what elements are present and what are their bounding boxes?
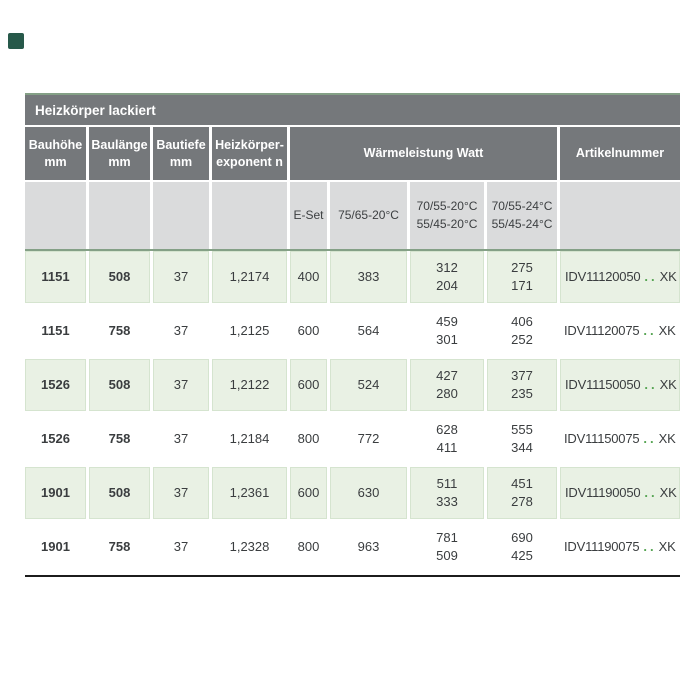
cell-watt-7055-20 [410,359,484,411]
cell-bautiefe: 37 [153,467,209,519]
subheader-empty [560,182,680,249]
article-prefix: IDV11190075 [564,539,640,555]
brand-mark [8,33,24,49]
subheader-empty [153,182,209,249]
cell-watt-7055-24 [487,305,557,357]
cell-exponent: 1,2328 [212,521,287,573]
header-text: mm [44,154,67,169]
article-dots: .. [644,269,658,285]
subheader-7055-20 [410,182,484,249]
header-text: Bauhöhe [28,138,83,153]
subheader-row [25,182,680,249]
cell-eset: 600 [290,359,327,411]
cell-exponent: 1,2125 [212,305,287,357]
watt-value: 427 [436,368,458,384]
table-row [25,521,680,573]
watt-value: 451 [511,476,533,492]
header-text: Bautiefe [156,138,206,153]
cell-exponent: 1,2361 [212,467,287,519]
article-dots: .. [643,431,657,447]
bottom-rule [25,575,680,577]
subheader-eset: E-Set [290,182,327,249]
cell-watt-7055-20 [410,521,484,573]
watt-value: 204 [436,278,458,293]
cell-watt-7565: 383 [330,251,407,303]
cell-eset: 800 [290,413,327,465]
table-row [25,413,680,465]
article-prefix: IDV11190050 [565,485,641,501]
article-suffix: XK [659,377,677,393]
subheader-text: 70/55-24°C [491,199,553,214]
header-bauhoehe [25,127,86,180]
header-text: mm [169,154,193,169]
header-text: Heizkörper- [215,138,284,153]
header-row [25,127,680,180]
subheader-7055-24 [487,182,557,249]
cell-bauhoehe: 1151 [25,251,86,303]
cell-watt-7565: 524 [330,359,407,411]
cell-baulaenge: 508 [89,251,150,303]
cell-baulaenge: 508 [89,359,150,411]
article-suffix: XK [659,269,677,285]
table-row [25,251,680,303]
cell-exponent: 1,2184 [212,413,287,465]
watt-value: 511 [436,476,458,492]
cell-artikelnummer [560,521,680,573]
cell-baulaenge: 758 [89,413,150,465]
subheader-text: 70/55-20°C [416,199,478,214]
watt-value: 275 [511,260,533,276]
watt-value: 312 [436,260,458,276]
spec-table [25,93,680,577]
watt-value: 377 [511,368,533,384]
cell-bauhoehe: 1151 [25,305,86,357]
watt-value: 344 [511,440,533,455]
cell-eset: 600 [290,467,327,519]
cell-watt-7055-24 [487,467,557,519]
header-text: Baulänge [91,138,148,153]
subheader-empty [25,182,86,249]
watt-value: 252 [511,332,533,347]
cell-bauhoehe: 1526 [25,413,86,465]
article-prefix: IDV11150075 [564,431,640,447]
header-exponent [212,127,287,180]
watt-value: 425 [511,548,533,563]
cell-bautiefe: 37 [153,359,209,411]
article-prefix: IDV11120075 [564,323,640,339]
cell-watt-7055-20 [410,413,484,465]
watt-value: 280 [436,386,458,401]
table-row [25,305,680,357]
watt-value: 333 [436,494,458,509]
table-title: Heizkörper lackiert [25,95,680,125]
cell-watt-7055-20 [410,251,484,303]
watt-value: 278 [511,494,533,509]
watt-value: 555 [511,422,533,438]
cell-watt-7055-24 [487,251,557,303]
article-dots: .. [644,377,658,393]
subheader-empty [212,182,287,249]
header-bautiefe [153,127,209,180]
cell-bautiefe: 37 [153,413,209,465]
watt-value: 509 [436,548,458,563]
watt-value: 411 [436,440,458,455]
subheader-empty [89,182,150,249]
cell-artikelnummer [560,305,680,357]
cell-watt-7565: 630 [330,467,407,519]
cell-watt-7055-20 [410,305,484,357]
watt-value: 235 [511,386,533,401]
cell-artikelnummer [560,467,680,519]
cell-watt-7565: 772 [330,413,407,465]
cell-baulaenge: 758 [89,305,150,357]
cell-baulaenge: 758 [89,521,150,573]
cell-bauhoehe: 1901 [25,467,86,519]
article-suffix: XK [658,431,676,447]
article-dots: .. [643,323,657,339]
cell-watt-7055-24 [487,521,557,573]
subheader-text: 55/45-20°C [416,216,478,231]
article-dots: .. [643,539,657,555]
watt-value: 301 [436,332,458,347]
watt-value: 781 [436,530,458,546]
article-prefix: IDV11120050 [565,269,641,285]
cell-watt-7565: 963 [330,521,407,573]
table-row [25,359,680,411]
table-row [25,467,680,519]
article-dots: .. [644,485,658,501]
cell-eset: 400 [290,251,327,303]
cell-artikelnummer [560,413,680,465]
article-suffix: XK [659,485,677,501]
watt-value: 171 [511,278,533,293]
cell-watt-7055-20 [410,467,484,519]
cell-watt-7565: 564 [330,305,407,357]
cell-baulaenge: 508 [89,467,150,519]
header-text: exponent n [216,154,283,169]
article-suffix: XK [658,323,676,339]
cell-watt-7055-24 [487,413,557,465]
watt-value: 690 [511,530,533,546]
header-baulaenge [89,127,150,180]
cell-bautiefe: 37 [153,305,209,357]
header-text: mm [108,154,131,169]
cell-bautiefe: 37 [153,521,209,573]
cell-artikelnummer [560,359,680,411]
cell-exponent: 1,2174 [212,251,287,303]
header-artikelnummer: Artikelnummer [560,127,680,180]
cell-watt-7055-24 [487,359,557,411]
cell-bauhoehe: 1526 [25,359,86,411]
article-suffix: XK [658,539,676,555]
cell-eset: 600 [290,305,327,357]
article-prefix: IDV11150050 [565,377,641,393]
watt-value: 459 [436,314,458,330]
subheader-7565: 75/65-20°C [330,182,407,249]
header-waermeleistung-group: Wärmeleistung Watt [290,127,557,180]
cell-eset: 800 [290,521,327,573]
cell-bautiefe: 37 [153,251,209,303]
cell-exponent: 1,2122 [212,359,287,411]
watt-value: 628 [436,422,458,438]
subheader-text: 55/45-24°C [491,216,553,231]
cell-bauhoehe: 1901 [25,521,86,573]
cell-artikelnummer [560,251,680,303]
watt-value: 406 [511,314,533,330]
